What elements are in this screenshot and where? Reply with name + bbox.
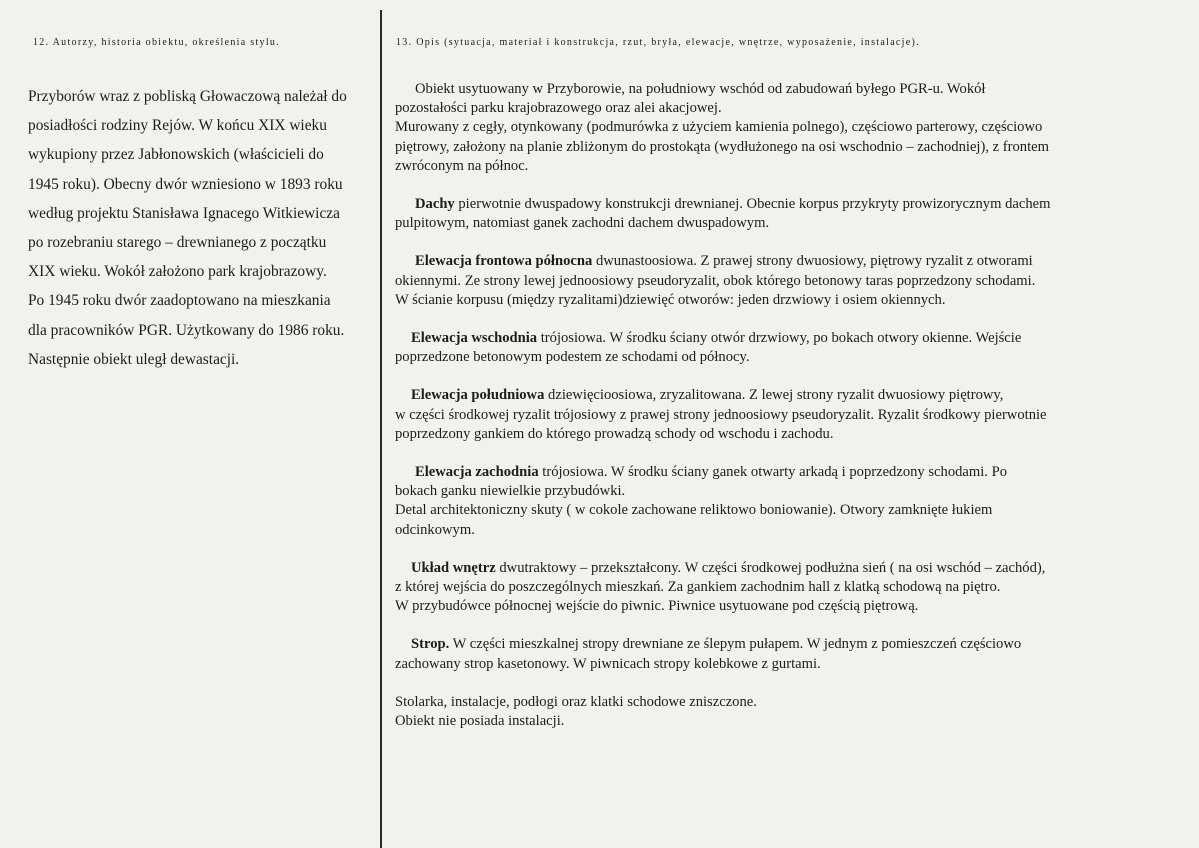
closing-line: Stolarka, instalacje, podłogi oraz klatki schodowe zniszczone. [395, 693, 757, 710]
history-line: po rozebraniu starego – drewnianego z początku [28, 234, 327, 252]
intro-line: Obiekt usytuowany w Przyborowie, na południowy wschód od zabudowań byłego PGR-u. Wokół [415, 81, 986, 97]
interior-layout-label: Układ wnętrz [411, 559, 496, 576]
section-12-header: 12. Autorzy, historia obiektu, określenia stylu. [33, 37, 280, 48]
intro-paragraph [395, 80, 1165, 176]
dachy-text: pierwotnie dwuspadowy konstrukcji drewnianej. Obecnie korpus przykryty prowizorycznym dachem [454, 196, 1051, 213]
west-elevation-label: Elewacja zachodnia [415, 464, 539, 481]
closing-line: Obiekt nie posiada instalacji. [395, 713, 565, 730]
east-elevation-label: Elewacja wschodnia [411, 330, 538, 347]
interior-layout-paragraph [395, 559, 1165, 617]
west-elevation-line: Detal architektoniczny skuty ( w cokole zachowane reliktowo boniowanie). Otwory zamknięte łukiem [395, 502, 993, 519]
ceiling-line: zachowany strop kasetonowy. W piwnicach stropy kolebkowe z gurtami. [395, 655, 821, 672]
column-divider [380, 10, 382, 848]
history-text [28, 82, 376, 374]
history-line: wykupiony przez Jabłonowskich (właścicieli do [28, 146, 324, 164]
ceiling-label: Strop. [411, 636, 450, 653]
dachy-line: pulpitowym, natomiast ganek zachodni dachem dwuspadowym. [395, 215, 770, 232]
front-elevation-line: W ścianie korpusu (między ryzalitami)dziewięć otworów: jeden drzwiowy i osiem okiennych. [395, 291, 946, 308]
east-elevation-line: poprzedzone betonowym podestem ze schodami od północy. [395, 349, 750, 366]
ceiling-paragraph [395, 635, 1165, 673]
front-elevation-text: dwunastoosiowa. Z prawej strony dwuosiowy, piętrowy ryzalit z otworami [592, 253, 1033, 270]
south-elevation-paragraph [395, 386, 1165, 444]
intro-line: Murowany z cegły, otynkowany (podmurówka z użyciem kamienia polnego), częściowo parterowy, częściowo [395, 119, 1043, 136]
intro-line: zwróconym na północ. [395, 157, 529, 174]
east-elevation-text: trójosiowa. W środku ściany otwór drzwiowy, po bokach otwory okienne. Wejście [537, 330, 1022, 347]
east-elevation-paragraph [395, 329, 1165, 367]
ceiling-text: W części mieszkalnej stropy drewniane ze ślepym pułapem. W jednym z pomieszczeń częściowo [449, 636, 1022, 653]
history-line: Następnie obiekt uległ dewastacji. [28, 350, 240, 368]
front-elevation-line: okiennymi. Ze strony lewej jednoosiowy pseudoryzalit, obok którego betonowy taras poprzedzony schodami. [395, 272, 1036, 289]
south-elevation-line: poprzedzony gankiem do którego prowadzą schody od wschodu i zachodu. [395, 425, 834, 442]
history-line: Przyborów wraz z pobliską Głowaczową należał do [28, 88, 347, 105]
history-line: według projektu Stanisława Ignacego Witkiewicza [28, 204, 340, 222]
intro-line: piętrowy, założony na planie zbliżonym do prostokąta (wydłużonego na osi wschodnio – zachodniej), z frontem [395, 138, 1049, 155]
history-line: XIX wieku. Wokół założono park krajobrazowy. [28, 263, 327, 281]
interior-layout-line: W przybudówce północnej wejście do piwnic. Piwnice usytuowane pod częścią piętrową. [395, 598, 919, 615]
west-elevation-line: bokach ganku niewielkie przybudówki. [395, 483, 626, 500]
west-elevation-text: trójosiowa. W środku ściany ganek otwarty arkadą i poprzedzony schodami. Po [538, 464, 1008, 481]
south-elevation-line: w części środkowej ryzalit trójosiowy z prawej strony jednoosiowy pseudoryzalit. Ryzalit środkowy pierwotnie [395, 406, 1047, 423]
description-text [395, 80, 1165, 731]
dachy-paragraph [395, 195, 1165, 233]
front-elevation-label: Elewacja frontowa północna [415, 253, 593, 270]
south-elevation-label: Elewacja południowa [411, 387, 545, 404]
interior-layout-text: dwutraktowy – przekształcony. W części środkowej podłużna sień ( na osi wschód – zachód), [495, 559, 1046, 576]
section-13-header: 13. Opis (sytuacja, materiał i konstrukcja, rzut, bryła, elewacje, wnętrze, wyposażenie, instalacje). [396, 37, 920, 48]
history-line: posiadłości rodziny Rejów. W końcu XIX wieku [28, 117, 327, 135]
west-elevation-line: odcinkowym. [395, 521, 475, 538]
history-line: dla pracowników PGR. Użytkowany do 1986 roku. [28, 321, 345, 339]
history-line: Po 1945 roku dwór zaadoptowano na mieszkania [28, 292, 331, 310]
intro-line: pozostałości parku krajobrazowego oraz alei akacjowej. [395, 100, 722, 117]
west-elevation-paragraph [395, 463, 1165, 540]
dachy-label: Dachy [415, 196, 455, 213]
history-line: 1945 roku). Obecny dwór wzniesiono w 1893 roku [28, 175, 343, 193]
closing-paragraph [395, 693, 1165, 731]
south-elevation-text: dziewięcioosiowa, zryzalitowana. Z lewej strony ryzalit dwuosiowy piętrowy, [544, 387, 1004, 404]
interior-layout-line: z której wejścia do poszczególnych mieszkań. Za gankiem zachodnim hall z klatką schodową na piętro. [395, 579, 1001, 596]
front-elevation-paragraph [395, 252, 1165, 310]
